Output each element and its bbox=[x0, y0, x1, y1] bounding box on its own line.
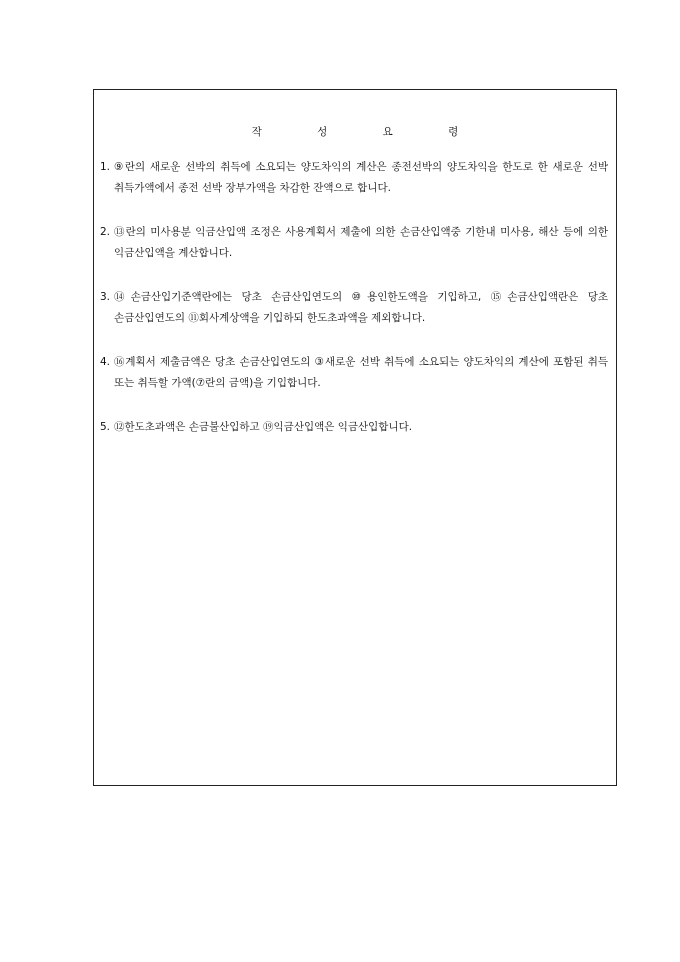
list-item bbox=[100, 157, 608, 199]
instructions-box bbox=[93, 89, 617, 786]
list-item bbox=[100, 352, 608, 394]
item-text: ⑭손금산입기준액란에는 당초 손금산입연도의 ⑩용인한도액을 기입하고, ⑮손금산입액란은 당초 손금산입연도의 ⑪회사계상액을 기입하되 한도초과액을 제외합니다. bbox=[114, 291, 608, 324]
item-number: 2. bbox=[100, 226, 111, 238]
item-text: ⑯계획서 제출금액은 당초 손금산입연도의 ③새로운 선박 취득에 소요되는 양도차익의 계산에 포함된 취득 또는 취득할 가액(⑦란의 금액)을 기입합니다. bbox=[114, 356, 608, 389]
item-text: ⑫한도초과액은 손금불산입하고 ⑲익금산입액은 익금산입합니다. bbox=[114, 421, 413, 433]
item-text: ⑬란의 미사용분 익금산입액 조정은 사용계획서 제출에 의한 손금산입액중 기한내 미사용, 해산 등에 의한 익금산입액을 계산합니다. bbox=[114, 226, 608, 259]
item-number: 5. bbox=[100, 421, 111, 433]
item-number: 4. bbox=[100, 356, 111, 368]
item-number: 3. bbox=[100, 291, 111, 303]
item-text: ⑨란의 새로운 선박의 취득에 소요되는 양도차익의 계산은 종전선박의 양도차익을 한도로 한 새로운 선박 취득가액에서 종전 선박 장부가액을 차감한 잔액으로 합니다. bbox=[114, 161, 608, 194]
item-number: 1. bbox=[100, 161, 111, 173]
list-item bbox=[100, 222, 608, 264]
page-title: 작 성 요 령 bbox=[251, 126, 485, 138]
list-item bbox=[100, 417, 608, 438]
instruction-list bbox=[100, 157, 608, 461]
list-item bbox=[100, 287, 608, 329]
